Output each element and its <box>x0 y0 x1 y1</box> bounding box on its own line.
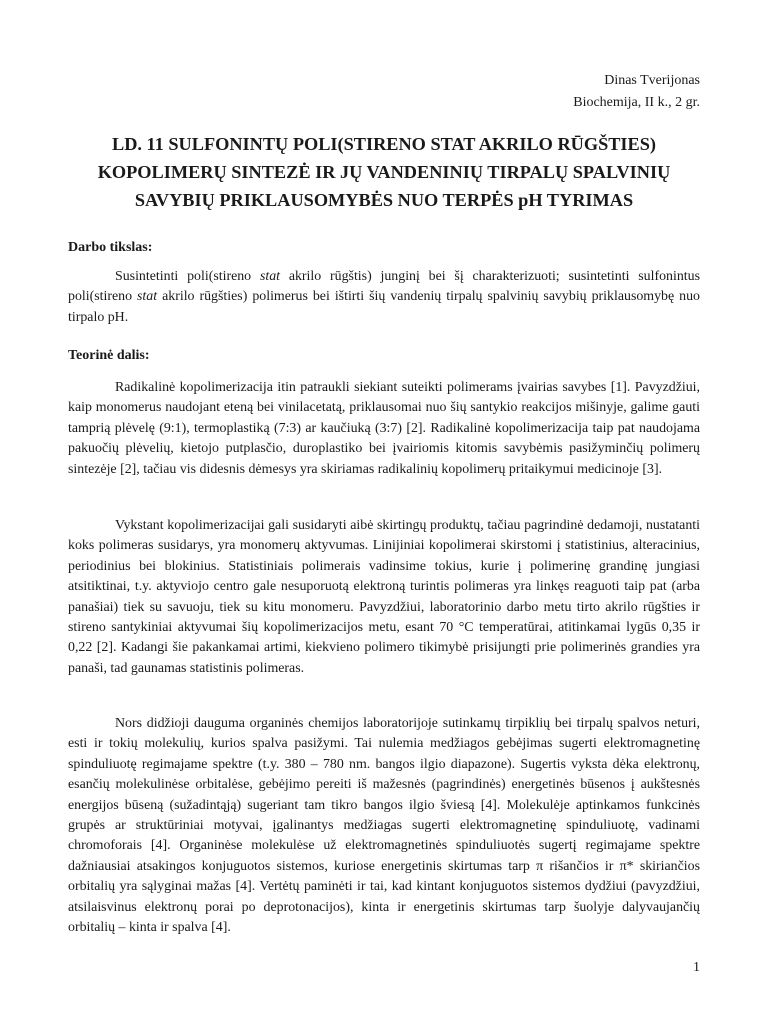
theory-heading: Teorinė dalis: <box>68 348 150 363</box>
author-name: Dinas Tverijonas <box>604 73 700 88</box>
aim-text-stat-1: stat <box>259 269 281 284</box>
aim-text-part-1: Susintetinti poli(stireno <box>115 269 260 284</box>
title-line-3: SAVYBIŲ PRIKLAUSOMYBĖS NUO TERPĖS pH TYRIMAS <box>134 190 634 210</box>
aim-paragraph <box>68 267 700 328</box>
aim-text-part-2: akrilo rūgštis) junginį bei šį charakterizuoti; susintetinti sulfonintus poli(stireno <box>68 269 700 305</box>
title-line-2: KOPOLIMERŲ SINTEZĖ IR JŲ VANDENINIŲ TIRPALŲ SPALVINIŲ <box>97 162 671 182</box>
theory-paragraph-2: Vykstant kopolimerizacijai gali susidaryti aibė skirtingų produktų, tačiau pagrindinė dedamoji, nustatanti koks polimeras susidarys, yra monomerų aktyvumas. Linijiniai kopolimerai skirstomi į statistinius, alteracinius, periodinius bei blokinius. Statistiniais polimerais vadinsime tokius, kurie į polimerinę grandinę jungiasi atsitiktinai, t.y. aktyviojo centro gale nesuporuotą elektroną turintis polimeras yra linkęs reaguoti taip pat (arba panašiai) tiek su savuoju, tiek su kitu monomeru. Pavyzdžiui, laboratorinio darbo metu tirto akrilo rūgšties ir stireno santykiniai aktyvumai šių kopolimerizacijos metu, esant 70 °C temperatūrai, atitinkamai lygūs 0,35 ir 0,22 [2]. Kadangi šie pakankamai artimi, kiekvieno polimero tikimybė prisijungti prie polimerinės grandies yra panaši, tad gaunamas statistinis polimeras. <box>68 518 700 676</box>
theory-paragraph-3: Nors didžioji dauguma organinės chemijos laboratorijoje sutinkamų tirpiklių bei tirpalų spalvos neturi, esti ir tokių molekulių, kurios spalva pasižymi. Tai nulemia medžiagos gebėjimas sugerti elektromagnetinę spinduliuotę regimajame spektre (t.y. 380 – 780 nm. bangos ilgio diapazone). Sugertis vyksta dėka elektronų, esančių molekulinėse orbitalėse, gebėjimo pereiti iš mažesnės (pagrindinės) energetinės būsenos į aukštesnės energijos būseną (sužadintąją) sugeriant tam tikro bangos ilgio šviesą [4]. Molekulėje aptinkamos funkcinės grupės ar struktūriniai motyvai, įgalinantys medžiagas sugerti elektromagnetinę spinduliuotę, vadinami chromoforais [4]. Organinėse molekulėse už elektromagnetinės spinduliuotės sugertį regimajame spektre dažniausiai atsakingos konjuguotos sistemos, kuriose energetinis skirtumas tarp π rišančios ir π* skiriančios orbitalių yra sąlyginai mažas [4]. Vertėtų paminėti ir tai, kad kintant konjuguotos sistemos dydžiui (pavyzdžiui, atsilaisvinus elektronų porai po deprotonacijos), kinta ir energetinis skirtumas tarp šuolyje dalyvaujančių orbitalių – kinta ir spalva [4]. <box>68 716 700 936</box>
author-affiliation: Biochemija, II k., 2 gr. <box>573 95 700 110</box>
aim-text-stat-2: stat <box>137 289 158 305</box>
theory-paragraph-1: Radikalinė kopolimerizacija itin patraukli siekiant suteikti polimerams įvairias savybes [1]. Pavyzdžiui, kaip monomerus naudojant eteną bei vinilacetatą, priklausomai nuo šių santykio reakcijos mišinyje, galime gauti tamprią plėvelę (9:1), termoplastiką (7:3) ar kaučiuką (3:7) [2]. Radikalinė kopolimerizacija taip pat naudojama pakuočių plėvelių, kietojo putplasčio, duroplastiko bei įvairiomis kitomis savybėmis pasižyminčių polimerų sintezėje [2], tačiau vis didesnis dėmesys yra skiriamas radikalinių kopolimerų pritaikymui medicinoje [3]. <box>68 380 700 477</box>
aim-text-part-3: akrilo rūgšties) polimerus bei ištirti šių vandenių tirpalų spalvinių savybių priklausomybę nuo tirpalo pH. <box>68 289 700 325</box>
page-number: 1 <box>693 960 700 975</box>
document-title <box>60 130 708 214</box>
aim-heading: Darbo tikslas: <box>68 240 153 255</box>
author-block <box>573 70 700 114</box>
title-line-1: LD. 11 SULFONINTŲ POLI(STIRENO STAT AKRILO RŪGŠTIES) <box>112 134 656 154</box>
